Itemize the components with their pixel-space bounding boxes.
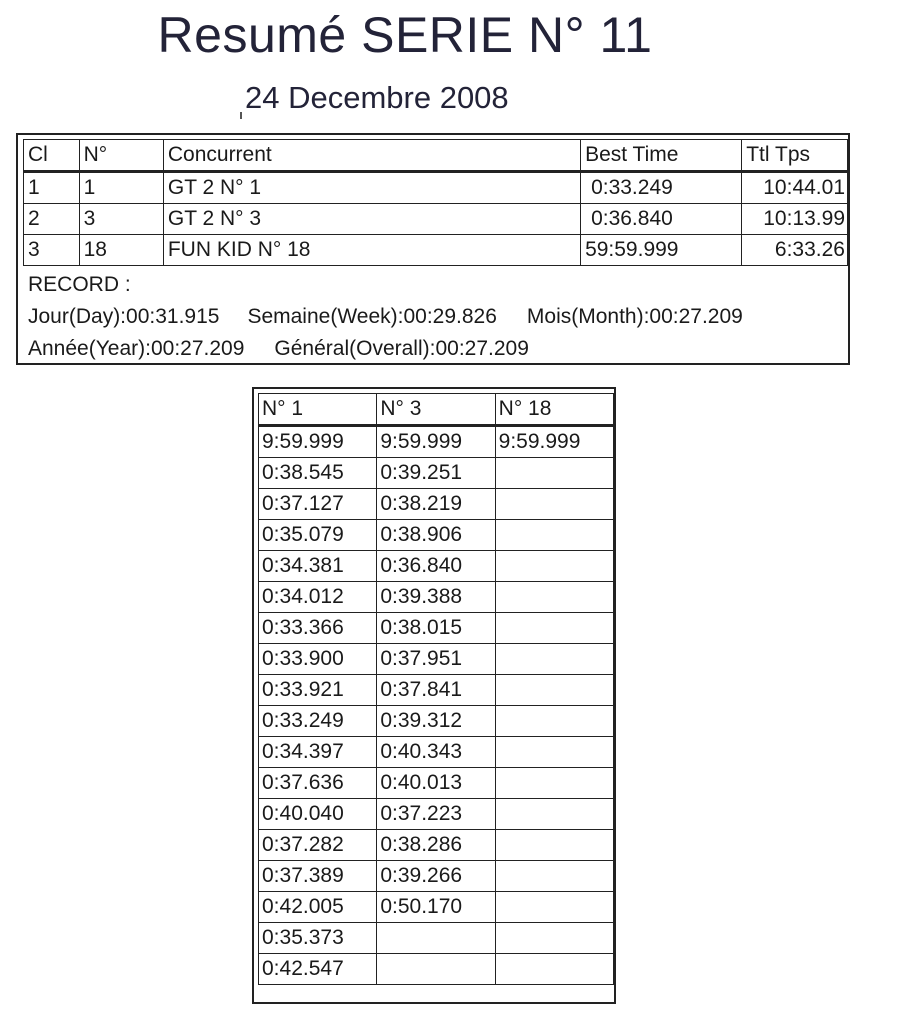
lap-time-cell	[495, 675, 613, 706]
lap-row	[259, 923, 614, 954]
lap-row	[259, 644, 614, 675]
lap-col-header-3: N° 3	[377, 394, 495, 426]
col-header-cl: Cl	[24, 140, 80, 172]
lap-time-cell	[377, 923, 495, 954]
lap-time-cell: 0:38.906	[377, 520, 495, 551]
lap-time-cell	[495, 892, 613, 923]
lap-time-cell	[495, 520, 613, 551]
record-line-1	[28, 305, 743, 329]
lap-time-cell	[495, 768, 613, 799]
name-cell: FUN KID N° 18	[163, 235, 580, 266]
lap-time-cell: 0:35.079	[259, 520, 377, 551]
results-header-row	[24, 140, 848, 172]
lap-row	[259, 768, 614, 799]
lap-time-cell: 0:39.312	[377, 706, 495, 737]
number-cell: 1	[79, 172, 163, 204]
lap-row	[259, 799, 614, 830]
record-week: Semaine(Week):00:29.826	[247, 305, 497, 328]
lap-time-cell: 0:38.545	[259, 458, 377, 489]
lap-time-cell: 9:59.999	[495, 426, 613, 458]
lap-time-cell: 0:34.397	[259, 737, 377, 768]
lap-time-cell: 0:33.921	[259, 675, 377, 706]
lap-time-cell: 9:59.999	[259, 426, 377, 458]
lap-time-cell: 0:39.266	[377, 861, 495, 892]
number-cell: 3	[79, 204, 163, 235]
best-time-cell: 0:36.840	[581, 204, 742, 235]
lap-row	[259, 458, 614, 489]
lap-time-cell: 0:38.015	[377, 613, 495, 644]
lap-time-cell: 0:40.013	[377, 768, 495, 799]
record-line-2	[28, 337, 529, 361]
record-year: Année(Year):00:27.209	[28, 337, 245, 360]
lap-time-cell: 0:39.388	[377, 582, 495, 613]
lap-row	[259, 426, 614, 458]
lap-time-cell	[495, 923, 613, 954]
lap-time-cell: 0:40.343	[377, 737, 495, 768]
record-label: RECORD :	[28, 273, 131, 296]
lap-time-cell: 0:33.366	[259, 613, 377, 644]
lap-time-cell: 0:42.005	[259, 892, 377, 923]
lap-row	[259, 551, 614, 582]
lap-time-cell	[495, 489, 613, 520]
summary-box	[16, 133, 850, 365]
lap-time-cell: 0:35.373	[259, 923, 377, 954]
lap-row	[259, 861, 614, 892]
page-title: Resumé SERIE N° 11	[157, 7, 653, 63]
lap-times-box	[252, 387, 616, 1004]
lap-col-header-1: N° 1	[259, 394, 377, 426]
lap-time-cell: 0:42.547	[259, 954, 377, 985]
best-time-cell: 59:59.999	[581, 235, 742, 266]
col-header-number: N°	[79, 140, 163, 172]
lap-row	[259, 520, 614, 551]
lap-row	[259, 706, 614, 737]
lap-time-cell	[495, 799, 613, 830]
lap-time-cell: 0:33.900	[259, 644, 377, 675]
lap-row	[259, 613, 614, 644]
lap-row	[259, 489, 614, 520]
number-cell: 18	[79, 235, 163, 266]
col-header-total-time: Ttl Tps	[742, 140, 848, 172]
record-month: Mois(Month):00:27.209	[526, 305, 743, 328]
lap-time-cell: 0:37.282	[259, 830, 377, 861]
best-time-cell: 0:33.249	[581, 172, 742, 204]
page-date: 24 Decembre 2008	[245, 80, 509, 115]
lap-time-cell: 0:36.840	[377, 551, 495, 582]
rank-cell: 2	[24, 204, 80, 235]
name-cell: GT 2 N° 3	[163, 204, 580, 235]
lap-col-header-18: N° 18	[495, 394, 613, 426]
lap-row	[259, 582, 614, 613]
lap-time-cell: 0:37.223	[377, 799, 495, 830]
results-row	[24, 172, 848, 204]
lap-row	[259, 830, 614, 861]
total-time-cell: 10:44.01	[742, 172, 848, 204]
lap-time-cell: 0:37.389	[259, 861, 377, 892]
record-overall: Général(Overall):00:27.209	[274, 337, 529, 360]
rank-cell: 3	[24, 235, 80, 266]
lap-row	[259, 892, 614, 923]
lap-time-cell: 9:59.999	[377, 426, 495, 458]
lap-time-cell: 0:50.170	[377, 892, 495, 923]
results-row	[24, 204, 848, 235]
lap-time-cell: 0:39.251	[377, 458, 495, 489]
results-row	[24, 235, 848, 266]
lap-times-table	[258, 393, 614, 985]
lap-time-cell	[495, 458, 613, 489]
lap-time-cell	[495, 551, 613, 582]
lap-header-row	[259, 394, 614, 426]
lap-time-cell	[495, 706, 613, 737]
name-cell: GT 2 N° 1	[163, 172, 580, 204]
lap-time-cell: 0:37.127	[259, 489, 377, 520]
lap-time-cell	[495, 830, 613, 861]
lap-time-cell	[377, 954, 495, 985]
lap-time-cell: 0:38.286	[377, 830, 495, 861]
lap-time-cell: 0:34.012	[259, 582, 377, 613]
lap-row	[259, 675, 614, 706]
lap-time-cell: 0:38.219	[377, 489, 495, 520]
lap-time-cell	[495, 582, 613, 613]
col-header-concurrent: Concurrent	[163, 140, 580, 172]
lap-time-cell	[495, 644, 613, 675]
lap-time-cell: 0:34.381	[259, 551, 377, 582]
results-table	[23, 139, 848, 266]
rank-cell: 1	[24, 172, 80, 204]
lap-time-cell: 0:40.040	[259, 799, 377, 830]
lap-time-cell	[495, 861, 613, 892]
col-header-best-time: Best Time	[581, 140, 742, 172]
lap-time-cell: 0:33.249	[259, 706, 377, 737]
total-time-cell: 10:13.99	[742, 204, 848, 235]
scan-mark	[240, 112, 242, 119]
lap-time-cell	[495, 954, 613, 985]
lap-time-cell: 0:37.951	[377, 644, 495, 675]
lap-row	[259, 737, 614, 768]
lap-time-cell: 0:37.841	[377, 675, 495, 706]
lap-row	[259, 954, 614, 985]
total-time-cell: 6:33.26	[742, 235, 848, 266]
record-day: Jour(Day):00:31.915	[28, 305, 220, 328]
lap-time-cell	[495, 613, 613, 644]
lap-time-cell: 0:37.636	[259, 768, 377, 799]
lap-time-cell	[495, 737, 613, 768]
